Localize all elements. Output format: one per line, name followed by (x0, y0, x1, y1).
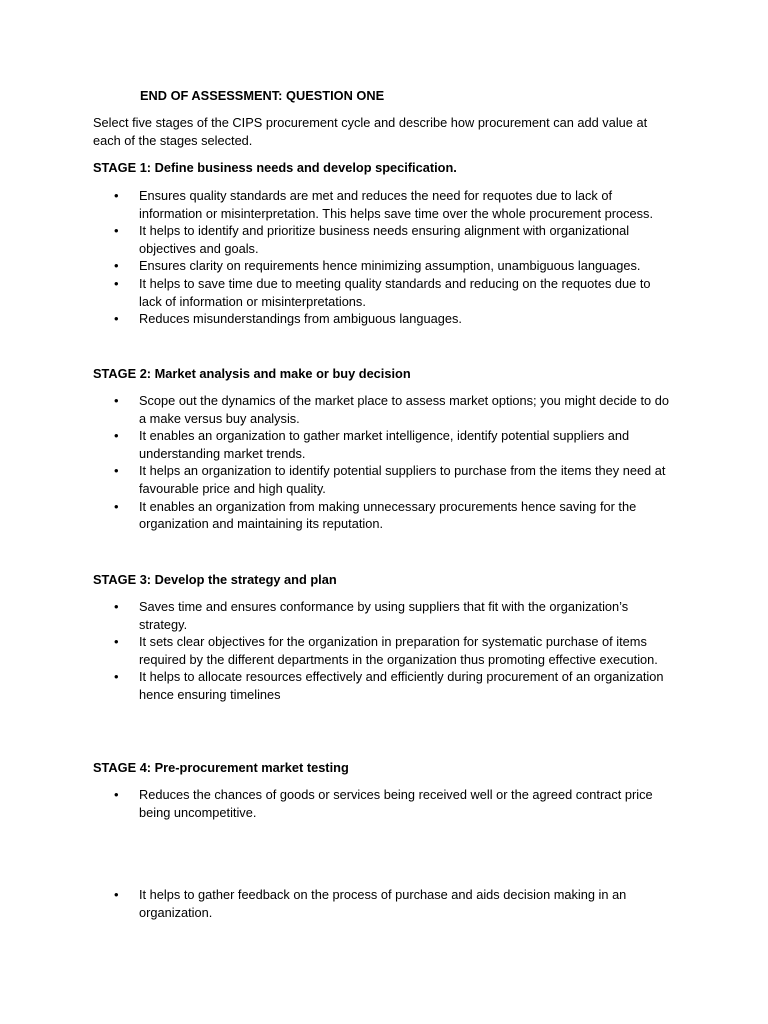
bullet-icon: • (114, 311, 119, 327)
stage-2-bullet-list (0, 392, 674, 533)
bullet-icon: • (114, 498, 119, 514)
list-item (0, 786, 674, 821)
list-item-text: It enables an organization from making unnecessary procurements hence saving for the organization and maintaining its reputation. (139, 498, 637, 532)
list-item (0, 257, 674, 275)
list-item (0, 222, 674, 257)
stage-3-bullet-list (0, 598, 674, 704)
bullet-icon: • (114, 428, 119, 444)
bullet-icon: • (114, 599, 119, 614)
bullet-icon: • (114, 634, 119, 650)
list-item (0, 275, 674, 310)
list-item-text: Ensures clarity on requirements hence minimizing assumption, unambiguous languages. (139, 258, 641, 274)
bullet-icon: • (114, 787, 119, 802)
stage-4-bullet-list (0, 786, 674, 821)
list-item (0, 310, 674, 328)
bullet-icon: • (114, 275, 119, 291)
stage-4-heading: STAGE 4: Pre-procurement market testing (93, 760, 349, 775)
bullet-icon: • (114, 463, 119, 479)
list-item (0, 498, 674, 533)
list-item-text: Saves time and ensures conformance by using suppliers that fit with the organization’s strategy. (139, 599, 629, 632)
list-item-text: It helps to gather feedback on the process of purchase and aids decision making in an organization. (139, 887, 627, 920)
bullet-icon: • (114, 393, 119, 408)
list-item (0, 392, 674, 427)
list-item-text: It enables an organization to gather market intelligence, identify potential suppliers and understanding market trends. (139, 428, 630, 461)
list-item (0, 886, 674, 921)
bullet-icon: • (114, 887, 119, 902)
stage-4-bullet-list-continued (0, 886, 674, 921)
stage-1-heading: STAGE 1: Define business needs and develop specification. (93, 160, 457, 175)
list-item-text: It helps to save time due to meeting quality standards and reducing on the requotes due to lack of information or misinterpretations. (139, 275, 651, 309)
list-item (0, 633, 674, 668)
list-item (0, 462, 674, 497)
list-item-text: Ensures quality standards are met and reduces the need for requotes due to lack of information or misinterpretation. This helps save time over the whole procurement process. (139, 188, 654, 221)
stage-2-heading: STAGE 2: Market analysis and make or buy decision (93, 366, 411, 381)
list-item (0, 598, 674, 633)
list-item-text: It helps to identify and prioritize business needs ensuring alignment with organizational objectives and goals. (139, 223, 630, 256)
stage-1-bullet-list (0, 187, 674, 328)
document-title: END OF ASSESSMENT: QUESTION ONE (140, 88, 385, 103)
list-item (0, 427, 674, 462)
bullet-icon: • (114, 669, 119, 685)
list-item-text: It sets clear objectives for the organization in preparation for systematic purchase of items required by the different departments in the organization thus promoting effective execution. (139, 634, 658, 667)
list-item (0, 668, 674, 703)
list-item-text: It helps to allocate resources effectively and efficiently during procurement of an organization hence ensuring timelines (139, 669, 664, 702)
bullet-icon: • (114, 223, 119, 239)
bullet-icon: • (114, 188, 119, 203)
stage-3-heading: STAGE 3: Develop the strategy and plan (93, 572, 337, 587)
list-item-text: It helps an organization to identify potential suppliers to purchase from the items they need at favourable price and high quality. (139, 463, 666, 496)
list-item-text: Reduces misunderstandings from ambiguous languages. (139, 311, 462, 327)
list-item (0, 187, 674, 222)
bullet-icon: • (114, 258, 119, 274)
list-item-text: Scope out the dynamics of the market place to assess market options; you might decide to do a make versus buy analysis. (139, 393, 669, 426)
question-intro: Select five stages of the CIPS procurement cycle and describe how procurement can add value at each of the stages selected. (93, 115, 648, 148)
list-item-text: Reduces the chances of goods or services being received well or the agreed contract price being uncompetitive. (139, 787, 653, 820)
